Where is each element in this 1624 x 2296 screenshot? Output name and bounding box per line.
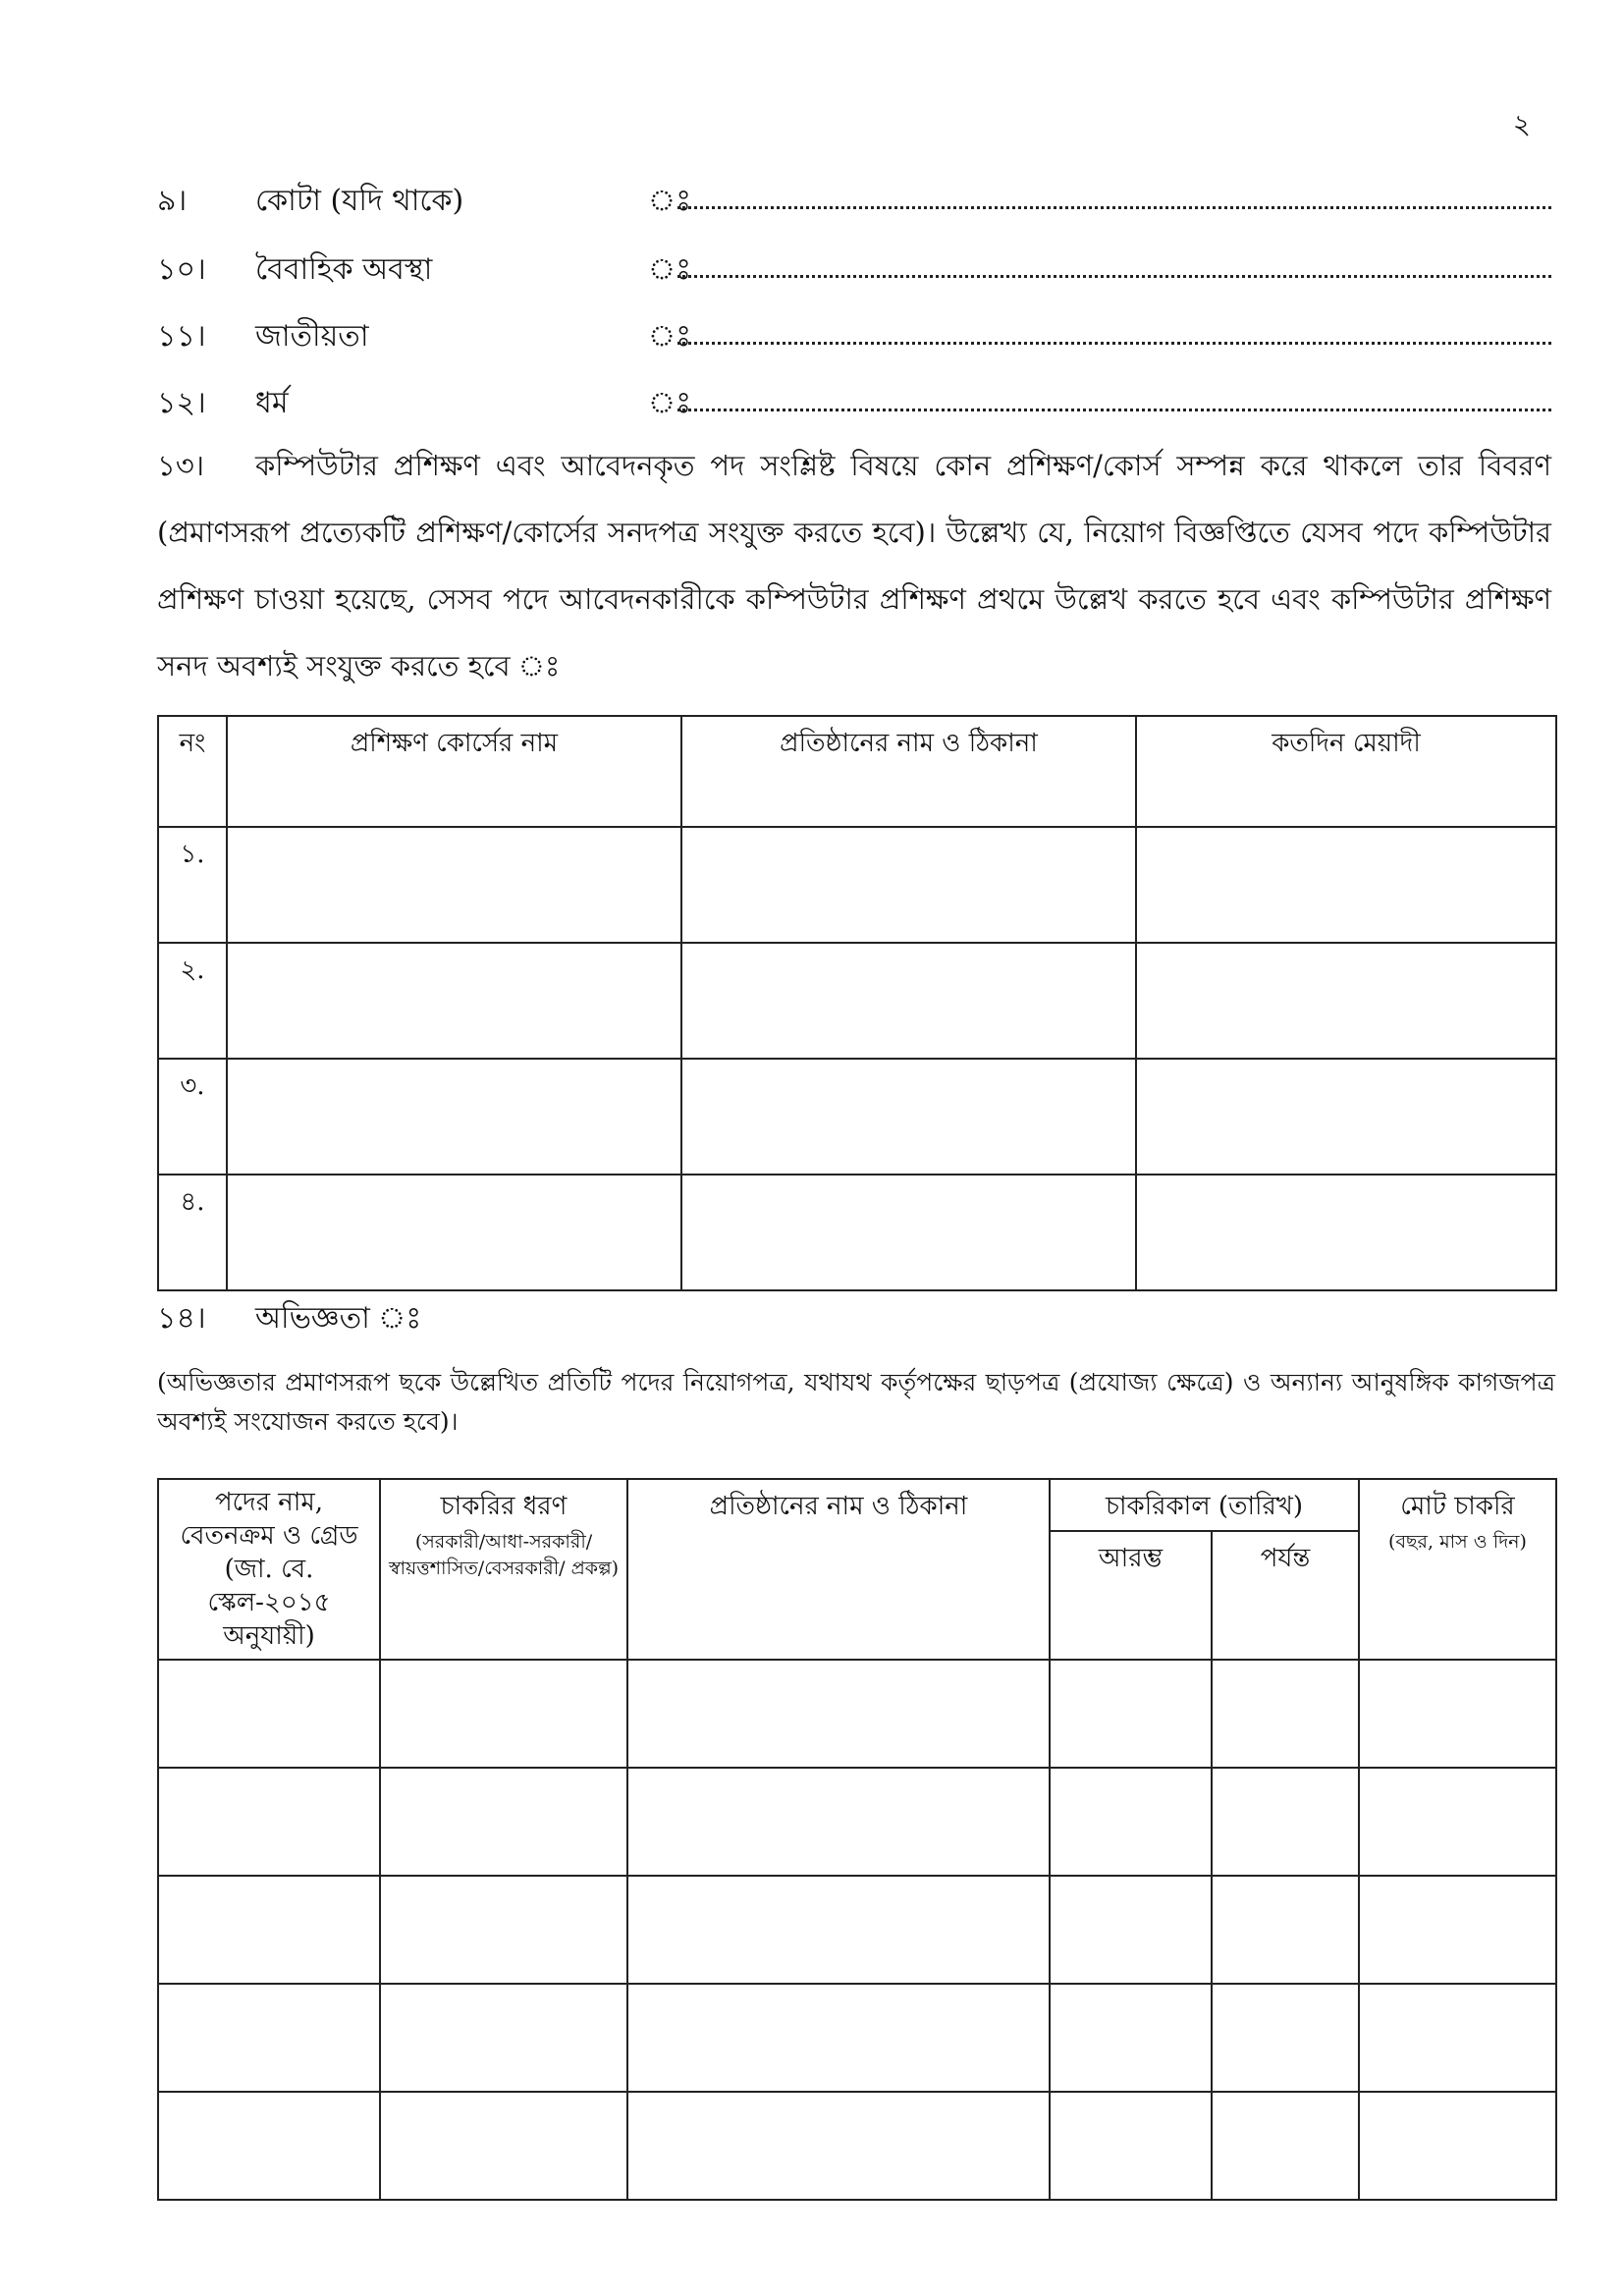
job-type-cell[interactable] bbox=[380, 1768, 627, 1876]
experience-table bbox=[157, 1478, 1557, 2201]
end-date-cell[interactable] bbox=[1212, 2092, 1359, 2200]
field-marital-status bbox=[157, 246, 1551, 295]
section-number: ১৪। bbox=[157, 1301, 206, 1336]
end-date-cell[interactable] bbox=[1212, 1768, 1359, 1876]
post-name-cell[interactable] bbox=[158, 2092, 380, 2200]
header-total-service-text: মোট চাকরি bbox=[1400, 1492, 1515, 1521]
header-start: আরম্ভ bbox=[1050, 1531, 1212, 1660]
duration-cell[interactable] bbox=[1136, 1059, 1556, 1175]
institution-cell[interactable] bbox=[681, 1059, 1136, 1175]
total-service-cell[interactable] bbox=[1359, 1660, 1556, 1768]
post-name-cell[interactable] bbox=[158, 1768, 380, 1876]
header-course-name: প্রশিক্ষণ কোর্সের নাম bbox=[227, 716, 681, 827]
total-service-cell[interactable] bbox=[1359, 1876, 1556, 1984]
institution-cell[interactable] bbox=[627, 1984, 1050, 2092]
row-serial: ১. bbox=[158, 827, 227, 943]
section-number: ১৩। bbox=[157, 449, 205, 482]
field-number: ১১। bbox=[157, 319, 206, 354]
table-row bbox=[158, 943, 1556, 1059]
header-total-service bbox=[1359, 1479, 1556, 1660]
section-14-title: অভিজ্ঞতা ঃ bbox=[255, 1301, 422, 1336]
duration-cell[interactable] bbox=[1136, 943, 1556, 1059]
field-number: ১২। bbox=[157, 386, 206, 420]
total-service-cell[interactable] bbox=[1359, 1768, 1556, 1876]
job-type-cell[interactable] bbox=[380, 2092, 627, 2200]
start-date-cell[interactable] bbox=[1050, 2092, 1212, 2200]
field-religion bbox=[157, 379, 1551, 428]
field-nationality bbox=[157, 312, 1551, 361]
header-duration: কতদিন মেয়াদী bbox=[1136, 716, 1556, 827]
duration-cell[interactable] bbox=[1136, 1175, 1556, 1290]
field-label: জাতীয়তা bbox=[255, 319, 369, 354]
header-post-name bbox=[158, 1479, 380, 1660]
header-post-name-text: পদের নাম, বেতনক্রম ও গ্রেড bbox=[180, 1488, 358, 1551]
end-date-cell[interactable] bbox=[1212, 1876, 1359, 1984]
field-label: বৈবাহিক অবস্থা bbox=[255, 252, 433, 287]
field-colon: ঃ bbox=[648, 184, 692, 218]
institution-cell[interactable] bbox=[627, 1768, 1050, 1876]
table-row bbox=[158, 2092, 1556, 2200]
field-colon: ঃ bbox=[648, 252, 692, 287]
field-number: ৯। bbox=[157, 184, 188, 218]
table-row bbox=[158, 1059, 1556, 1175]
course-name-cell[interactable] bbox=[227, 827, 681, 943]
header-post-name-sub: (জা. বে. স্কেল-২০১৫ অনুযায়ী) bbox=[207, 1555, 331, 1651]
table-row bbox=[158, 1984, 1556, 2092]
institution-cell[interactable] bbox=[627, 1660, 1050, 1768]
start-date-cell[interactable] bbox=[1050, 1660, 1212, 1768]
table-row bbox=[158, 1768, 1556, 1876]
start-date-cell[interactable] bbox=[1050, 1984, 1212, 2092]
header-total-service-sub: (বছর, মাস ও দিন) bbox=[1388, 1531, 1527, 1553]
field-label: ধর্ম bbox=[255, 386, 289, 420]
header-job-type-text: চাকরির ধরণ bbox=[440, 1492, 568, 1521]
table-header-row bbox=[158, 1479, 1556, 1531]
course-name-cell[interactable] bbox=[227, 943, 681, 1059]
total-service-cell[interactable] bbox=[1359, 2092, 1556, 2200]
duration-cell[interactable] bbox=[1136, 827, 1556, 943]
field-colon: ঃ bbox=[648, 319, 692, 354]
row-serial: ৪. bbox=[158, 1175, 227, 1290]
institution-cell[interactable] bbox=[681, 943, 1136, 1059]
nationality-fill-line[interactable] bbox=[677, 342, 1551, 345]
course-name-cell[interactable] bbox=[227, 1175, 681, 1290]
job-type-cell[interactable] bbox=[380, 1660, 627, 1768]
religion-fill-line[interactable] bbox=[677, 409, 1551, 411]
header-job-type bbox=[380, 1479, 627, 1660]
institution-cell[interactable] bbox=[681, 1175, 1136, 1290]
job-type-cell[interactable] bbox=[380, 1984, 627, 2092]
field-quota bbox=[157, 177, 1551, 226]
start-date-cell[interactable] bbox=[1050, 1876, 1212, 1984]
course-name-cell[interactable] bbox=[227, 1059, 681, 1175]
institution-cell[interactable] bbox=[681, 827, 1136, 943]
header-service-period: চাকরিকাল (তারিখ) bbox=[1050, 1479, 1359, 1531]
start-date-cell[interactable] bbox=[1050, 1768, 1212, 1876]
institution-cell[interactable] bbox=[627, 2092, 1050, 2200]
header-institution: প্রতিষ্ঠানের নাম ও ঠিকানা bbox=[681, 716, 1136, 827]
post-name-cell[interactable] bbox=[158, 1984, 380, 2092]
post-name-cell[interactable] bbox=[158, 1876, 380, 1984]
institution-cell[interactable] bbox=[627, 1876, 1050, 1984]
row-serial: ৩. bbox=[158, 1059, 227, 1175]
page-number: ২ bbox=[1512, 108, 1531, 140]
quota-fill-line[interactable] bbox=[677, 206, 1551, 209]
table-row bbox=[158, 827, 1556, 943]
header-end: পর্যন্ত bbox=[1212, 1531, 1359, 1660]
total-service-cell[interactable] bbox=[1359, 1984, 1556, 2092]
job-type-cell[interactable] bbox=[380, 1876, 627, 1984]
field-colon: ঃ bbox=[648, 386, 692, 420]
header-institution: প্রতিষ্ঠানের নাম ও ঠিকানা bbox=[627, 1479, 1050, 1660]
table-header-row bbox=[158, 716, 1556, 827]
section-13-text: কম্পিউটার প্রশিক্ষণ এবং আবেদনকৃত পদ সংশ্লিষ্ট বিষয়ে কোন প্রশিক্ষণ/কোর্স সম্পন্ন করে থাকলে তার বিবরণ (প্রমাণসরূপ প্রত্যেকটি প্রশিক্ষণ/কোর্সের সনদপত্র সংযুক্ত করতে হবে)। উল্লেখ্য যে, নিয়োগ বিজ্ঞপ্তিতে যেসব পদে কম্পিউটার প্রশিক্ষণ চাওয়া হয়েছে, সেসব পদে আবেদনকারীকে কম্পিউটার প্রশিক্ষণ প্রথমে উল্লেখ করতে হবে এবং কম্পিউটার প্রশিক্ষণ সনদ অবশ্যই সংযুক্ত করতে হবে ঃ bbox=[157, 449, 1551, 683]
table-row bbox=[158, 1175, 1556, 1290]
end-date-cell[interactable] bbox=[1212, 1660, 1359, 1768]
post-name-cell[interactable] bbox=[158, 1660, 380, 1768]
table-row bbox=[158, 1660, 1556, 1768]
header-serial: নং bbox=[158, 716, 227, 827]
section-14-heading bbox=[157, 1294, 421, 1344]
marital-status-fill-line[interactable] bbox=[677, 275, 1551, 278]
end-date-cell[interactable] bbox=[1212, 1984, 1359, 2092]
header-job-type-sub: (সরকারী/আধা-সরকারী/ স্বায়ত্তশাসিত/বেসরকারী/ প্রকল্প) bbox=[388, 1531, 620, 1579]
table-row bbox=[158, 1876, 1556, 1984]
training-table bbox=[157, 715, 1557, 1291]
field-label: কোটা (যদি থাকে) bbox=[255, 184, 464, 218]
experience-note: (অভিজ্ঞতার প্রমাণসরূপ ছকে উল্লেখিত প্রতিটি পদের নিয়োগপত্র, যথাযথ কর্তৃপক্ষের ছাড়পত্র (প্রযোজ্য ক্ষেত্রে) ও অন্যান্য আনুষঙ্গিক কাগজপত্র অবশ্যই সংযোজন করতে হবে)। bbox=[157, 1368, 1555, 1436]
section-13-paragraph bbox=[157, 432, 1551, 699]
row-serial: ২. bbox=[158, 943, 227, 1059]
field-number: ১০। bbox=[157, 252, 206, 287]
